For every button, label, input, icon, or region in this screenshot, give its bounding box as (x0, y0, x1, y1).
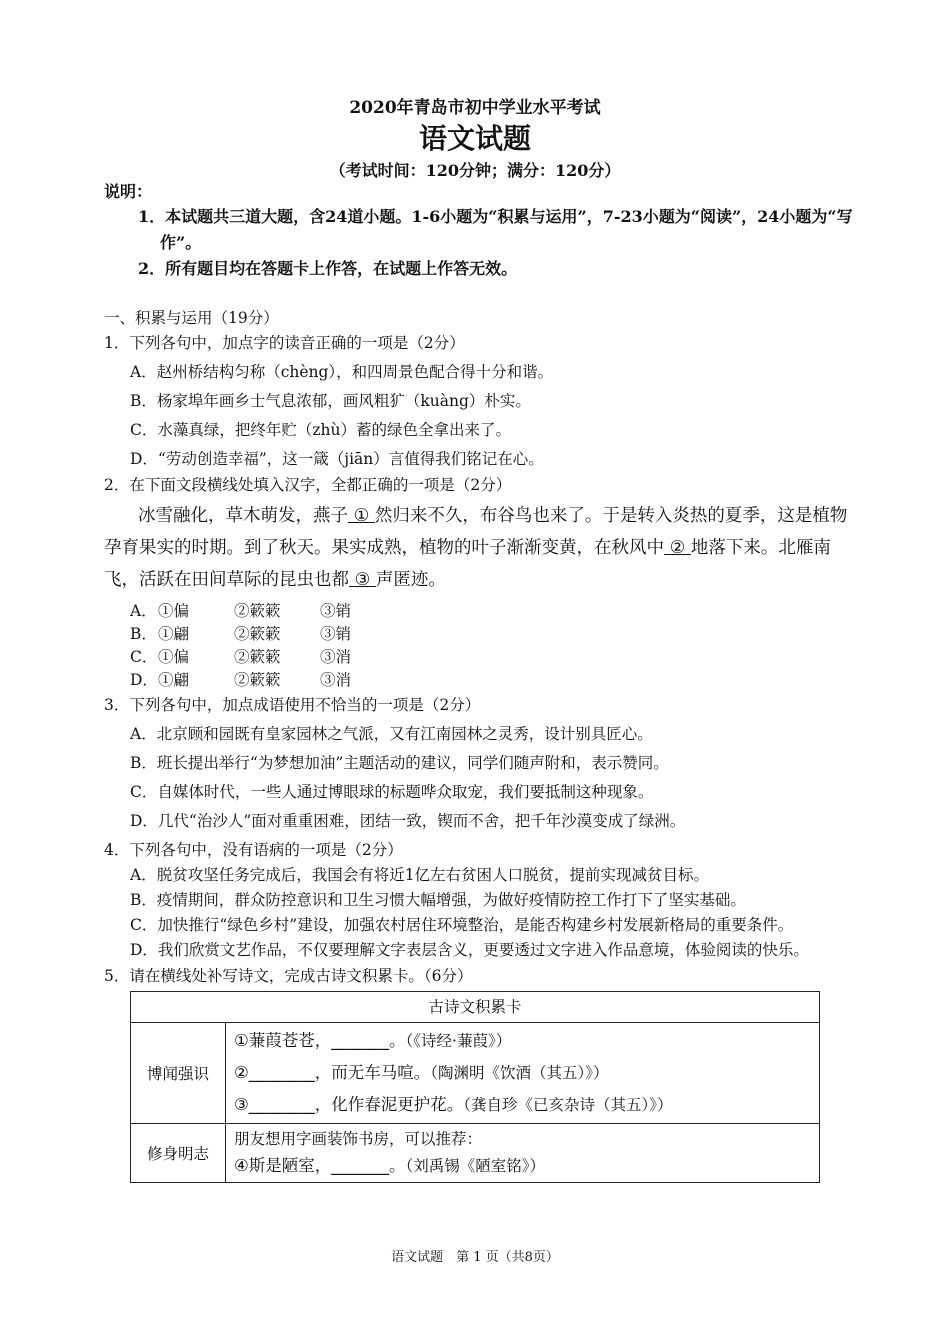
question-1-option: B．杨家埠年画乡士气息浓郁，画风粗犷（kuàng）朴实。 (130, 392, 531, 410)
instructions (104, 180, 864, 282)
exam-content (104, 306, 856, 1183)
blank-1 (348, 506, 375, 526)
poem-line: ③________，化作春泥更护花。 (234, 1095, 464, 1114)
option-key: C． (130, 648, 158, 666)
option-part: ②簌簌 (234, 625, 281, 643)
question-1-stem: 1．下列各句中，加点字的读音正确的一项是（2分） (104, 334, 465, 352)
option-part: ②簌簌 (234, 671, 281, 689)
question-2-option (104, 646, 856, 669)
blank-2 (664, 538, 691, 558)
exam-subtitle: 2020年青岛市初中学业水平考试 (349, 98, 601, 118)
exam-time: （考试时间：120分钟；满分：120分） (329, 161, 621, 180)
question-4-option: C．加快推行“绿色乡村”建设，加强农村居住环境整治，是能否构建乡村发展新格局的重要条件。 (130, 916, 794, 934)
card-line (234, 1152, 811, 1180)
option-key: D． (130, 671, 158, 689)
question-4-option: A．脱贫攻坚任务完成后，我国会有将近1亿左右贫困人口脱贫，提前实现减贫目标。 (130, 866, 710, 884)
option-part: ②簌簌 (234, 602, 281, 620)
blank-1-label: ① (353, 506, 370, 526)
option-part: ①偏 (158, 602, 190, 620)
card-title: 古诗文积累卡 (131, 992, 820, 1023)
option-part: ①偏 (158, 648, 190, 666)
poetry-card (130, 991, 820, 1183)
question-4-stem: 4．下列各句中，没有语病的一项是（2分） (104, 841, 403, 859)
question-2-choices (104, 600, 856, 692)
question-2-passage (104, 500, 856, 596)
option-part: ③销 (320, 625, 352, 643)
option-part: ②簌簌 (234, 648, 281, 666)
blank-3 (349, 570, 376, 590)
card-row-label: 博闻强识 (131, 1023, 226, 1124)
poem-source: （龚自珍《已亥杂诗（其五）》） (463, 1096, 673, 1114)
question-4-option: B．疫情期间，群众防控意识和卫生习惯大幅增强，为做好疫情防控工作打下了坚实基础。 (130, 891, 746, 909)
question-3-option: A．北京顾和园既有皇家园林之气派，又有江南园林之灵秀，设计别具匠心。 (130, 725, 653, 743)
page-footer: 语文试题 第 1 页（共8页） (391, 1250, 559, 1265)
card-row-label: 修身明志 (131, 1124, 226, 1183)
exam-title: 语文试题 (418, 122, 531, 155)
question-2-option (104, 623, 856, 646)
question-5-stem: 5．请在横线处补写诗文，完成古诗文积累卡。（6分） (104, 967, 473, 985)
instruction-item: 1．本试题共三道大题，含24道小题。1-6小题为“积累与运用”，7-23小题为“阅读”，24小题为“写作”。 (138, 207, 853, 252)
option-part: ③销 (320, 602, 352, 620)
option-key: A． (130, 602, 157, 620)
question-3-stem: 3．下列各句中，加点成语使用不恰当的一项是（2分） (104, 696, 481, 714)
instruction-item: 2．所有题目均在答题卡上作答，在试题上作答无效。 (138, 259, 518, 278)
option-part: ③消 (320, 671, 352, 689)
question-2-option (104, 669, 856, 692)
question-1-option: A．赵州桥结构匀称（chèng），和四周景色配合得十分和谐。 (130, 363, 554, 381)
question-3-option: D．几代“治沙人”面对重重困难，团结一致，锲而不舍，把千年沙漠变成了绿洲。 (130, 812, 686, 830)
card-row-content (226, 1124, 820, 1183)
poem-line: ①蒹葭苍苍，_______。 (234, 1031, 406, 1050)
blank-3-label: ③ (354, 570, 371, 590)
option-part: ③消 (320, 648, 352, 666)
card-row-content (226, 1023, 820, 1124)
blank-2-label: ② (669, 538, 686, 558)
question-3-option: C．自媒体时代，一些人通过博眼球的标题哗众取宠，我们要抵制这种现象。 (130, 783, 654, 801)
passage-text: 声匿迹。 (375, 570, 446, 590)
card-line (234, 1025, 811, 1057)
question-1-option: C．水藻真绿，把终年贮（zhù）蓄的绿色全拿出来了。 (130, 421, 511, 439)
question-2-stem: 2．在下面文段横线处填入汉字，全都正确的一项是（2分） (104, 476, 512, 494)
card-line (234, 1089, 811, 1121)
question-1-option: D．“劳动创造幸福”，这一箴（jiān）言值得我们铭记在心。 (130, 450, 544, 468)
option-key: B． (130, 625, 157, 643)
question-3-option: B．班长提出举行“为梦想加油”主题活动的建议，同学们随声附和，表示赞同。 (130, 754, 669, 772)
section-title: 一、积累与运用（19分） (104, 309, 279, 327)
poem-source: （陶渊明《饮酒（其五）》） (430, 1064, 609, 1082)
card-intro: 朋友想用字画装饰书房，可以推荐： (234, 1130, 483, 1148)
option-part: ①翩 (158, 625, 190, 643)
instructions-label: 说明： (104, 182, 153, 201)
poem-source: （《诗经·蒹葭》） (405, 1032, 512, 1050)
poem-line: ②________，而无车马喧。 (234, 1063, 431, 1082)
passage-text: 冰雪融化，草木萌发，燕子 (138, 506, 348, 526)
option-part: ①翩 (158, 671, 190, 689)
exam-header (0, 96, 950, 184)
poem-line: ④斯是陋室，_______。 (234, 1156, 406, 1175)
poem-source: （刘禹锡《陋室铭》） (405, 1157, 546, 1175)
passage-text: 然归来不久，布谷鸟也来了。于是转入炎热的夏季，这是植物孕育果实的时期。到了秋天。果实成熟，植物的叶子渐渐变黄，在秋风中 (104, 506, 848, 558)
question-2-option (104, 600, 856, 623)
passage-text: 地落下来。北雁南飞，活跃在田间草际的昆虫也都 (104, 538, 831, 590)
question-4-option: D．我们欣赏文艺作品，不仅要理解文字表层含义，更要透过文字进入作品意境，体验阅读的快乐。 (130, 941, 809, 959)
card-line (234, 1057, 811, 1089)
